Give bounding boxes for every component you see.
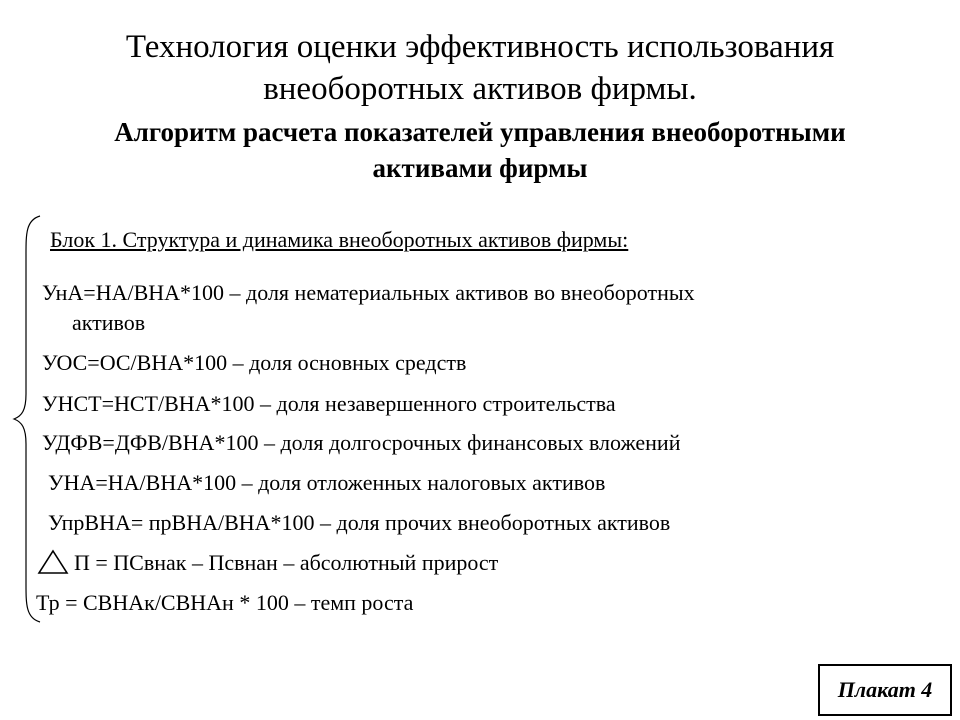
poster-badge <box>818 664 952 716</box>
title-line-1: Технология оценки эффективность использования <box>125 29 835 65</box>
formula-financial-investments-share: УДФВ=ДФВ/ВНА*100 – доля долгосрочных финансовых вложений <box>42 430 681 455</box>
formula-growth-rate: Тр = СВНАк/СВНАн * 100 – темп роста <box>36 590 414 615</box>
formula-intangible-share <box>42 278 862 338</box>
subtitle-line-2: активами фирмы <box>372 153 588 183</box>
block-header: Блок 1. Структура и динамика внеоборотных активов фирмы: <box>50 227 629 252</box>
formula-continuation: активов <box>72 310 146 335</box>
formula-construction-share: УНСТ=НСТ/ВНА*100 – доля незавершенного строительства <box>42 391 616 416</box>
subtitle-line-1: Алгоритм расчета показателей управления внеоборотными <box>114 117 846 147</box>
formula-text: УнА=НА/ВНА*100 – доля нематериальных активов во внеоборотных <box>42 280 695 305</box>
formula-deferred-tax-share: УНА=НА/ВНА*100 – доля отложенных налоговых активов <box>48 470 606 495</box>
title-line-2: внеоборотных активов фирмы. <box>263 71 697 107</box>
poster-badge-label: Плакат 4 <box>837 677 933 702</box>
page-title <box>0 26 960 110</box>
formula-absolute-growth: П = ПСвнак – Псвнан – абсолютный прирост <box>74 550 499 575</box>
delta-triangle-icon <box>37 549 69 575</box>
formula-fixed-assets-share: УОС=ОС/ВНА*100 – доля основных средств <box>42 350 467 375</box>
formula-other-assets-share: УпрВНА= прВНА/ВНА*100 – доля прочих внеоборотных активов <box>48 510 671 535</box>
page-subtitle <box>0 114 960 186</box>
